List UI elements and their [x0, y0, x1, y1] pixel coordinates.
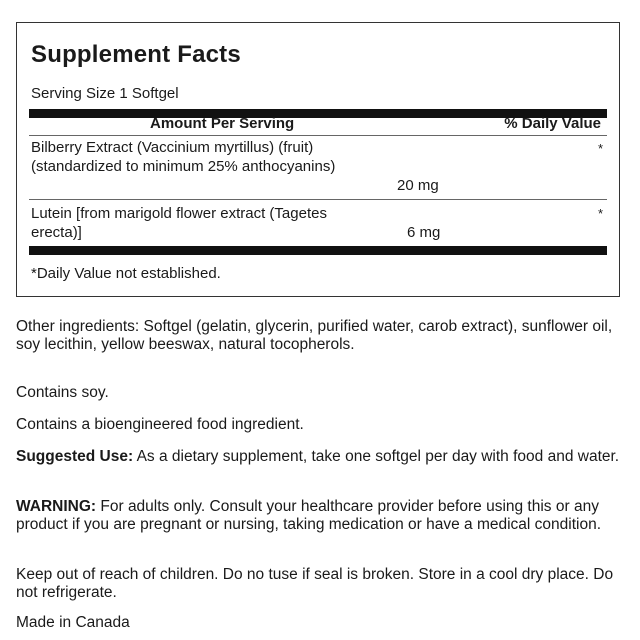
- warning-label: WARNING:: [16, 498, 97, 515]
- suggested-use: [16, 448, 626, 466]
- ingredient-bilberry-amount: 20 mg: [397, 177, 439, 194]
- header-divider: [29, 135, 607, 136]
- suggested-use-label: Suggested Use:: [16, 448, 134, 465]
- ingredient-bilberry-line-1: Bilberry Extract (Vaccinium myrtillus) (fruit): [31, 139, 314, 156]
- ingredient-lutein-line-1: Lutein [from marigold flower extract (Tagetes: [31, 205, 327, 222]
- country-of-origin: Made in Canada: [16, 614, 130, 631]
- ingredient-lutein-line-2: erecta)]: [31, 224, 82, 241]
- ingredient-lutein-dv: *: [597, 206, 603, 221]
- ingredient-bilberry-line-2: (standardized to minimum 25% anthocyanins): [31, 158, 336, 175]
- contains-soy: Contains soy.: [16, 384, 109, 401]
- ingredient-lutein-amount: 6 mg: [407, 224, 441, 241]
- other-ingredients: Other ingredients: Softgel (gelatin, glycerin, purified water, carob extract), sunflower oil, soy lecithin, yellow beeswax, natural tocopherols.: [16, 318, 613, 353]
- ingredient-bilberry-dv: *: [597, 141, 603, 156]
- supplement-facts-panel: [16, 22, 620, 297]
- suggested-use-text: As a dietary supplement, take one softgel per day with food and water.: [133, 448, 620, 465]
- daily-value-footnote: *Daily Value not established.: [31, 265, 221, 282]
- warning: [16, 498, 626, 534]
- amount-per-serving-header: Amount Per Serving: [150, 115, 295, 132]
- serving-size: Serving Size 1 Softgel: [31, 85, 179, 102]
- ingredient-divider: [29, 199, 607, 200]
- daily-value-header: % Daily Value: [504, 115, 601, 132]
- warning-text: For adults only. Consult your healthcare provider before using this or any product if you are pregnant or nursing, taking medication or have a medical condition.: [16, 498, 602, 533]
- panel-title: Supplement Facts: [31, 41, 241, 68]
- bioengineered-notice: Contains a bioengineered food ingredient.: [16, 416, 304, 433]
- thick-divider-bottom: [29, 246, 607, 255]
- storage-instructions: Keep out of reach of children. Do no tuse if seal is broken. Store in a cool dry place. Do not refrigerate.: [16, 566, 614, 601]
